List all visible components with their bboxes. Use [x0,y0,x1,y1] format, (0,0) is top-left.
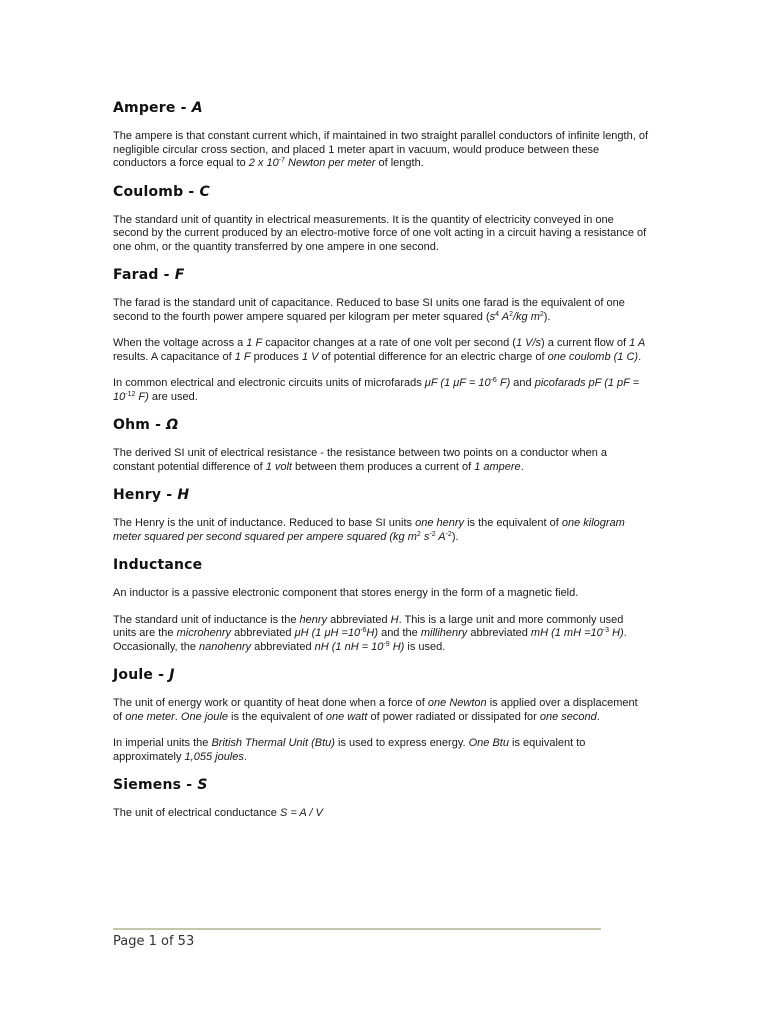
section-farad [113,267,648,404]
page-number: Page 1 of 53 [113,934,195,949]
paragraph-coulomb-definition: The standard unit of quantity in electrical measurements. It is the quantity of electricity conveyed in one second by the current produced by an electro-motive force of one volt acting in a circuit having a resistance of one ohm, or the quantity transferred by one ampere in one second. [113,213,647,253]
paragraph-inductance-units: The standard unit of inductance is the henry abbreviated H. This is a large unit and more commonly used units are the microhenry abbreviated μH (1 $\mu H =10^{-6}H$) and the millihenry abbreviated mH (1 mH $=10^{-3}$ H). Occasionally, the nanohenry abbreviated nH (1 nH = $10^{-9}$ H) is used. [113,613,627,653]
paragraph-henry-definition: The Henry is the unit of inductance. Reduced to base SI units one henry is the equivalent of one kilogram meter squared per second squared per ampere squared (kg $m^2$ $s^{-2}$ $A^{-2}$). [113,517,625,543]
paragraph-joule-definition: The unit of energy work or quantity of heat done when a force of one Newton is applied over a displacement of one meter. One joule is the equivalent of one watt of power radiated or dissipated for one second. [113,697,638,723]
heading-siemens: Siemens - S [113,777,208,793]
heading-henry: Henry - H [113,487,190,503]
section-inductance [113,557,648,654]
section-coulomb [113,184,648,255]
footer-divider [113,928,601,930]
paragraph-farad-definition: The farad is the standard unit of capacitance. Reduced to base SI units one farad is the equivalent of one second to the fourth power ampere squared per kilogram per meter squared ($s^4$ $A^2/kg$ $m^2$). [113,297,625,323]
section-siemens [113,777,648,821]
paragraph-ohm-definition: The derived SI unit of electrical resistance - the resistance between two points on a conductor when a constant potential difference of 1 volt between them produces a current of 1 ampere. [113,447,608,473]
paragraph-farad-units: In common electrical and electronic circuits units of microfarads μF (1 $\mu F = 10^{-6}$ F) and picofarads pF (1 pF = $10^{-12}$ F) are used. [113,377,640,403]
heading-farad: Farad - F [113,267,185,283]
section-ohm [113,417,648,474]
paragraph-siemens-definition: The unit of electrical conductance S = A / V [113,807,323,819]
paragraph-ampere-definition: The ampere is that constant current which, if maintained in two straight parallel conductors of infinite length, of negligible circular cross section, and placed 1 meter apart in vacuum, would produce between these conductors a force equal to 2 x $10^{-7}$ Newton per meter of length. [113,130,649,169]
paragraph-farad-voltage: When the voltage across a 1 F capacitor changes at a rate of one volt per second (1 V/s) a current flow of 1 A results. A capacitance of 1 F produces 1 V of potential difference for an electric charge of one coulomb (1 C). [113,337,646,363]
section-henry [113,487,648,544]
heading-ohm: Ohm - Ω [113,417,179,433]
paragraph-inductor-description: An inductor is a passive electronic component that stores energy in the form of a magnetic field. [113,587,579,599]
heading-coulomb: Coulomb - C [113,183,210,200]
heading-inductance: Inductance [113,557,203,573]
document-page [113,100,648,834]
page-footer [113,928,601,949]
paragraph-joule-btu: In imperial units the British Thermal Unit (Btu) is used to express energy. One Btu is equivalent to approximately 1,055 joules. [113,737,586,763]
section-joule [113,667,648,764]
heading-ampere: Ampere - A [113,100,203,116]
section-ampere [113,100,648,171]
heading-joule: Joule - J [113,667,175,683]
